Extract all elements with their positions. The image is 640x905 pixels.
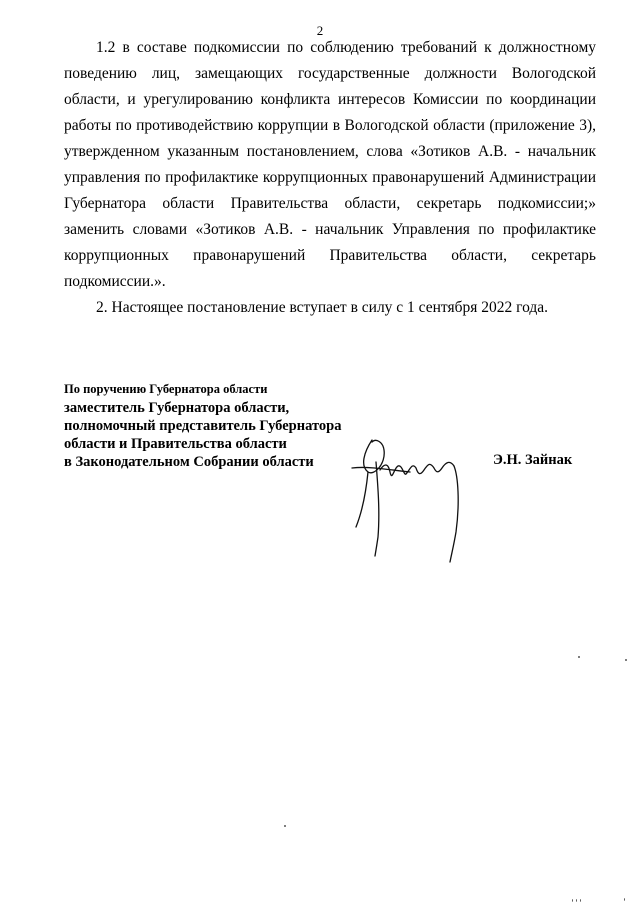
- scan-speck: [576, 899, 577, 902]
- page-number: 2: [316, 23, 324, 38]
- scan-speck: [578, 656, 580, 658]
- scan-speck: [580, 899, 581, 902]
- handwritten-signature: [350, 432, 470, 564]
- signer-position: заместитель Губернатора области, полномочный представитель Губернатора области и Правительства области в Законодательном Собрании области: [64, 400, 342, 470]
- document-body: [64, 35, 596, 321]
- scan-speck: [572, 899, 573, 902]
- signer-name: Э.Н. Зайнак: [493, 452, 573, 468]
- signature-block: [64, 381, 364, 471]
- scan-speck: [624, 898, 625, 901]
- scan-speck: [625, 659, 627, 661]
- signature-by-order: По поручению Губернатора области: [64, 382, 268, 396]
- paragraph-item-2: 2. Настоящее постановление вступает в силу с 1 сентября 2022 года.: [96, 299, 549, 316]
- scan-speck: [284, 825, 286, 827]
- paragraph-item-1-2: 1.2 в составе подкомиссии по соблюдению требований к должностному поведению лиц, замещающих государственные должности Вологодской области, и урегулированию конфликта интересов Комиссии по координации работы по противодействию коррупции в Вологодской области (приложение 3), утвержденном указанным постановлением, слова «Зотиков А.В. - начальник управления по профилактике коррупционных правонарушений Администрации Губернатора области Правительства области, секретарь подкомиссии;» заменить словами «Зотиков А.В. - начальник Управления по профилактике коррупционных правонарушений Правительства области, секретарь подкомиссии.».: [64, 39, 596, 290]
